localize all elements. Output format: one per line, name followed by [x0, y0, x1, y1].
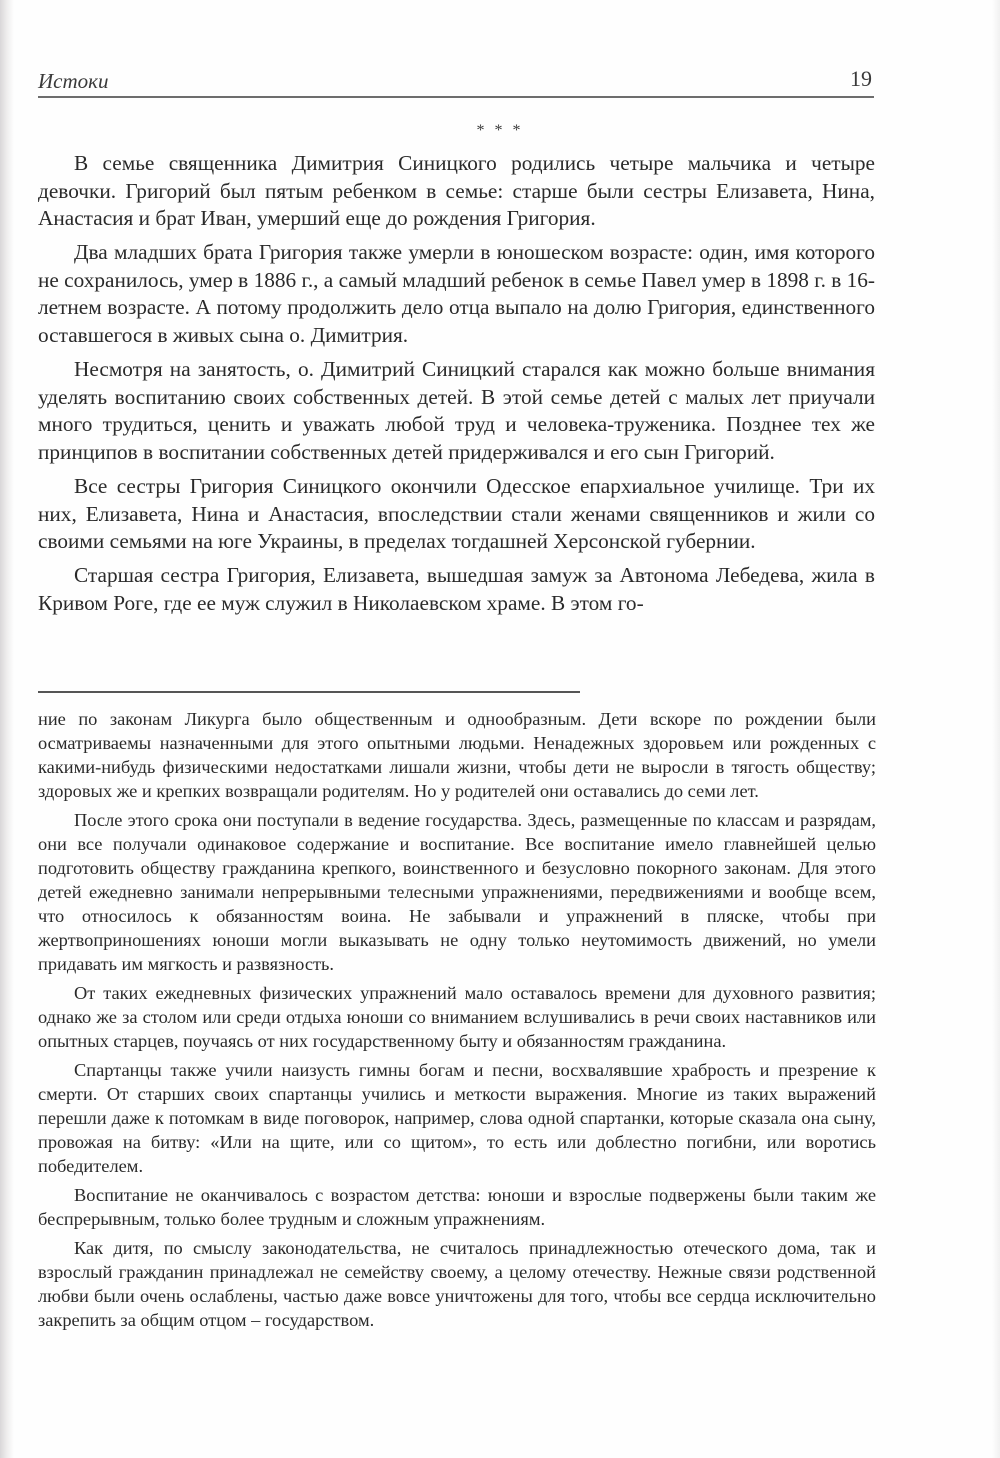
- footnote-text: [38, 707, 876, 1337]
- footnote-separator: [38, 691, 580, 693]
- running-title: Истоки: [38, 69, 109, 93]
- section-break-asterisks: * * *: [476, 122, 524, 139]
- body-paragraph: Несмотря на занятость, о. Димитрий Синицкий старался как можно больше внимания уделять воспитанию своих собственных детей. В этой семье детей с малых лет приучали много трудиться, ценить и уважать любой труд и человека-труженика. Позднее тех же принципов в воспитании собственных детей придерживался и его сын Григорий.: [38, 357, 875, 464]
- page-gutter-shadow: [0, 0, 14, 1458]
- footnote-paragraph: После этого срока они поступали в ведение государства. Здесь, размещенные по классам и разрядам, они все получали одинаковое содержание и воспитание. Все воспитание имело главнейшей целью подготовить обществу гражданина крепкого, воинственного и безусловно покорного законам. Для этого детей ежедневно занимали непрерывными телесными упражнениями, передвижениями и вообще всем, что относилось к обязанностям воина. Не забывали и упражнений в пляске, чтобы при жертвоприношениях юноши могли выказывать не одну только неутомимость движений, но умели придавать им мягкость и развязность.: [38, 810, 876, 974]
- footnote-paragraph: От таких ежедневных физических упражнений мало оставалось времени для духовного развития; однако же за столом или среди отдыха юноши со вниманием вслушивались в речи своих наставников или опытных старцев, поучаясь от них государственному быту и обязанностям гражданина.: [38, 983, 876, 1051]
- page-edge: [992, 0, 1000, 1458]
- footnote-paragraph: Воспитание не оканчивалось с возрастом детства: юноши и взрослые подвержены были таким же беспрерывным, только более трудным и сложным упражнениям.: [38, 1185, 876, 1229]
- page-number: 19: [850, 66, 872, 91]
- footnote-paragraph: Спартанцы также учили наизусть гимны богам и песни, восхвалявшие храбрость и презрение к смерти. От старших своих спартанцы учились и меткости выражения. Многие из таких выражений перешли даже к потомкам в виде поговорок, например, слова одной спартанки, которые сказала она сыну, провожая на битву: «Или на щите, или со щитом», то есть или доблестно погибни, или воротись победителем.: [38, 1060, 876, 1176]
- body-paragraph: Два младших брата Григория также умерли в юношеском возрасте: один, имя которого не сохранилось, умер в 1886 г., а самый младший ребенок в семье Павел умер в 1898 г. в 16-летнем возрасте. А потому продолжить дело отца выпало на долю Григория, единственного оставшегося в живых сына о. Димитрия.: [38, 240, 875, 348]
- body-paragraph: Старшая сестра Григория, Елизавета, вышедшая замуж за Автонома Лебедева, жила в Кривом Роге, где ее муж служил в Николаевском храме. В этом го-: [38, 563, 875, 615]
- main-text: [38, 150, 875, 624]
- footnote-paragraph: ние по законам Ликурга было общественным и однообразным. Дети вскоре по рождении были осматриваемы назначенными для этого опытными людьми. Ненадежных здоровьем или рожденных с какими-нибудь физическими недостатками лишали жизни, чтобы дети не выросли в тягость обществу; здоровых же и крепких возвращали родителям. Но у родителей они оставались до семи лет.: [38, 709, 876, 801]
- running-header: [38, 66, 874, 98]
- body-paragraph: В семье священника Димитрия Синицкого родились четыре мальчика и четыре девочки. Григорий был пятым ребенком в семье: старше были сестры Елизавета, Нина, Анастасия и брат Иван, умерший еще до рождения Григория.: [38, 151, 875, 231]
- body-paragraph: Все сестры Григория Синицкого окончили Одесское епархиальное училище. Три их них, Елизавета, Нина и Анастасия, впоследствии стали женами священников и жили со своими семьями на юге Украины, в пределах тогдашней Херсонской губернии.: [38, 474, 875, 554]
- footnote-paragraph: Как дитя, по смыслу законодательства, не считалось принадлежностью отеческого дома, так и взрослый гражданин принадлежал не семейству своему, а целому отечеству. Нежные связи родственной любви были очень ослаблены, частью даже вовсе уничтожены для того, чтобы все сердца исключительно закрепить за общим отцом – государством.: [38, 1238, 876, 1330]
